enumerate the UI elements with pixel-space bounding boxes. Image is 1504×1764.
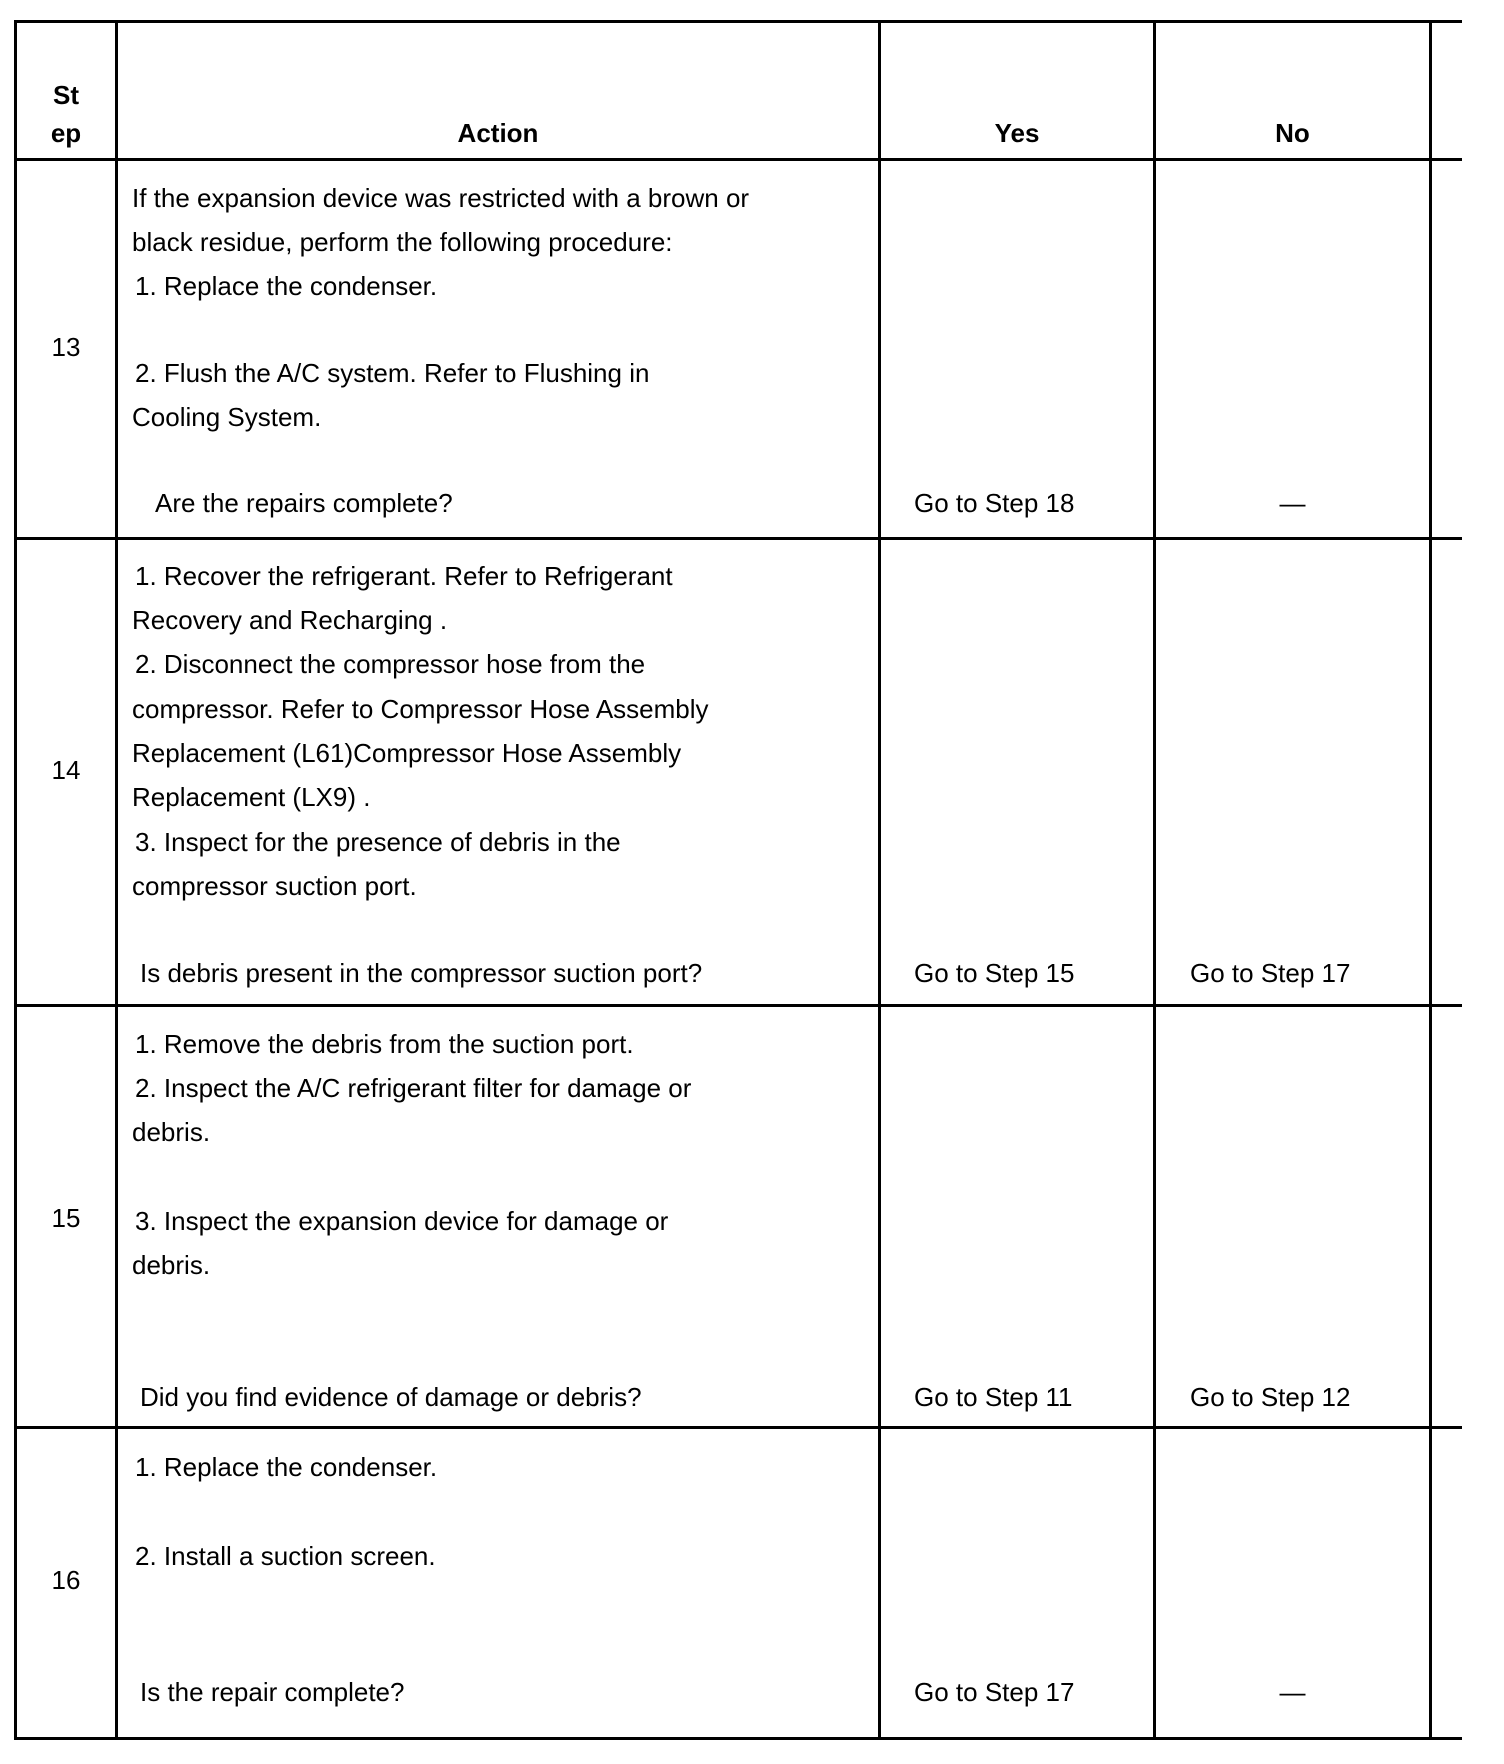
no-dash: — <box>1279 488 1306 518</box>
action-line: If the expansion device was restricted with a brown or <box>132 183 750 213</box>
header-step: St ep <box>50 80 82 148</box>
action-question: Is the repair complete? <box>140 1677 405 1707</box>
action-line: 1. Replace the condenser. <box>135 271 438 301</box>
yes-link-step-17[interactable]: Go to Step 17 <box>914 1677 1075 1707</box>
yes-link-step-15[interactable]: Go to Step 15 <box>914 958 1075 988</box>
column-divider <box>1153 20 1156 1740</box>
yes-link-step-11[interactable]: Go to Step 11 <box>914 1382 1073 1412</box>
table-border-right <box>1429 20 1432 1740</box>
action-line: 1. Replace the condenser. <box>135 1452 438 1482</box>
table-border-top <box>14 20 1462 23</box>
action-line: 2. Disconnect the compressor hose from the <box>135 649 646 679</box>
action-line: Recovery and Recharging . <box>132 605 448 635</box>
action-line: compressor suction port. <box>132 871 417 901</box>
no-dash: — <box>1279 1677 1306 1707</box>
diagnostic-table <box>14 20 1462 1740</box>
no-link-step-17[interactable]: Go to Step 17 <box>1190 958 1351 988</box>
action-line: Replacement (LX9) . <box>132 782 371 812</box>
step-number: 13 <box>51 332 81 362</box>
header-divider <box>14 158 1462 161</box>
step-number: 15 <box>51 1203 81 1233</box>
action-line: compressor. Refer to Compressor Hose Assembly <box>132 694 709 724</box>
action-line: 2. Install a suction screen. <box>135 1541 436 1571</box>
action-line: 1. Recover the refrigerant. Refer to Refrigerant <box>135 561 673 591</box>
column-divider <box>878 20 881 1740</box>
action-question: Did you find evidence of damage or debris? <box>140 1382 642 1412</box>
action-question: Is debris present in the compressor suction port? <box>140 958 703 988</box>
row-divider <box>14 537 1462 540</box>
action-line: 1. Remove the debris from the suction port. <box>135 1029 634 1059</box>
header-action: Action <box>457 118 539 148</box>
table-border-bottom <box>14 1737 1462 1740</box>
step-number: 14 <box>51 755 81 785</box>
step-number: 16 <box>51 1565 81 1595</box>
action-line: Replacement (L61)Compressor Hose Assembly <box>132 738 682 768</box>
action-line: 2. Inspect the A/C refrigerant filter for damage or <box>135 1073 692 1103</box>
row-divider <box>14 1004 1462 1007</box>
action-line: black residue, perform the following procedure: <box>132 227 673 257</box>
header-yes: Yes <box>994 118 1040 148</box>
header-no: No <box>1275 118 1310 148</box>
row-divider <box>14 1426 1462 1429</box>
no-link-step-12[interactable]: Go to Step 12 <box>1190 1382 1351 1412</box>
action-line: debris. <box>132 1250 211 1280</box>
action-line: 2. Flush the A/C system. Refer to Flushing in <box>135 358 650 388</box>
action-line: 3. Inspect for the presence of debris in the <box>135 827 621 857</box>
column-divider <box>115 20 118 1740</box>
yes-link-step-18[interactable]: Go to Step 18 <box>914 488 1075 518</box>
table-border-left <box>14 20 17 1740</box>
action-line: 3. Inspect the expansion device for damage or <box>135 1206 669 1236</box>
action-question: Are the repairs complete? <box>155 488 453 518</box>
action-line: Cooling System. <box>132 402 322 432</box>
action-line: debris. <box>132 1117 211 1147</box>
